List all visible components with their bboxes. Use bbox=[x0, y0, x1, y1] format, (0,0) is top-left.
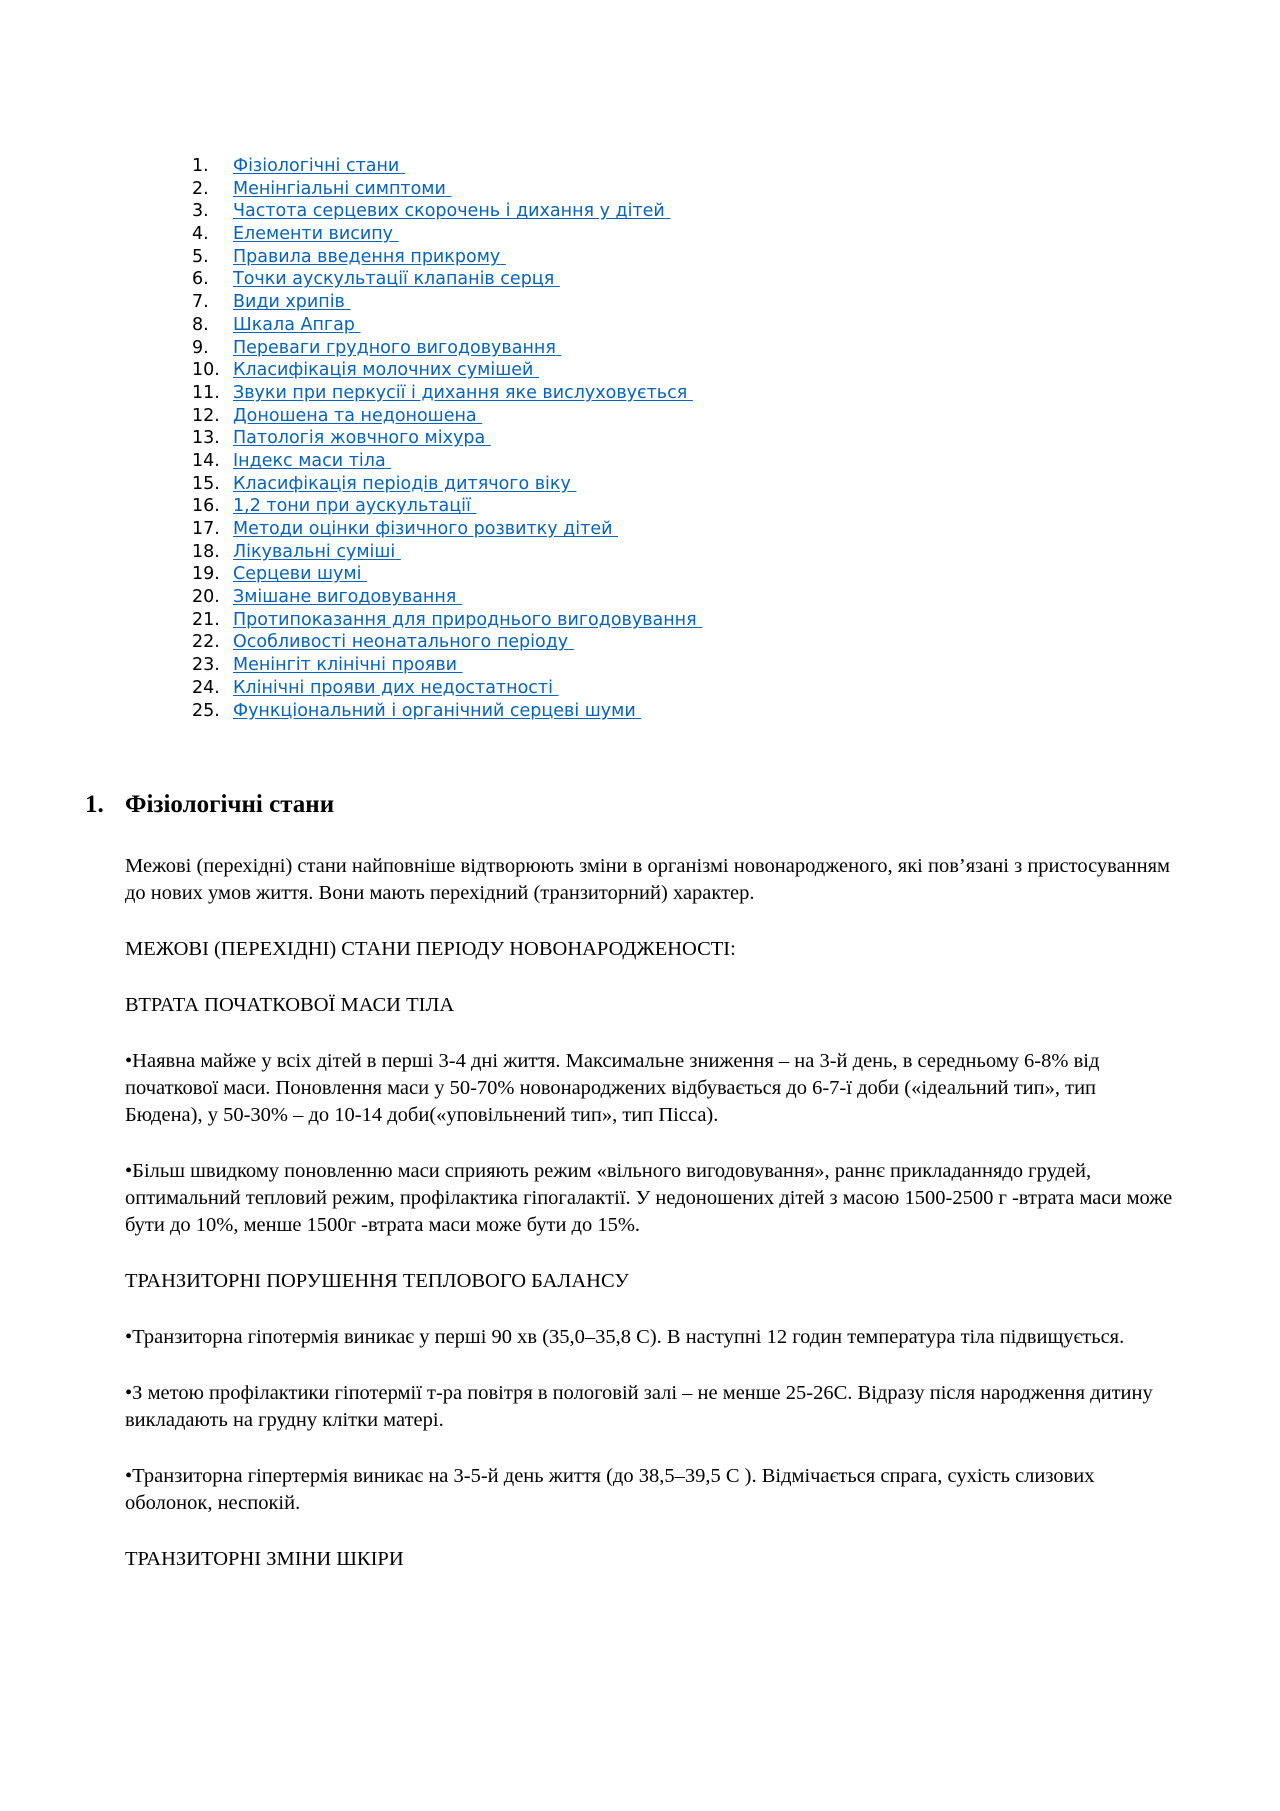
toc-item-number: 3. bbox=[192, 201, 209, 222]
toc-link[interactable]: Клінічні прояви дих недостатності bbox=[233, 677, 553, 698]
toc-item-number: 7. bbox=[192, 292, 209, 313]
toc-link[interactable]: Фізіологічні стани bbox=[233, 156, 400, 176]
toc-item bbox=[192, 563, 702, 586]
paragraph: ВТРАТА ПОЧАТКОВОЇ МАСИ ТІЛА bbox=[125, 994, 455, 1016]
paragraph: •Транзиторна гіпотермія виникає у перші 90 хв (35,0–35,8 С). В наступні 12 годин температура тіла підвищується. bbox=[125, 1326, 1125, 1348]
toc-item bbox=[192, 677, 702, 700]
toc-item bbox=[192, 382, 702, 405]
toc-item-number: 8. bbox=[192, 314, 209, 335]
toc-item-number: 22. bbox=[192, 632, 220, 653]
toc-item-number: 12. bbox=[192, 405, 220, 426]
toc-item-number: 23. bbox=[192, 655, 220, 676]
toc-item-number: 9. bbox=[192, 337, 209, 358]
toc-item-number: 25. bbox=[192, 700, 220, 721]
toc-item-number: 20. bbox=[192, 587, 220, 608]
toc-item bbox=[192, 700, 702, 723]
toc-item bbox=[192, 586, 702, 609]
toc-item bbox=[192, 178, 702, 201]
toc-link[interactable]: Звуки при перкусії і дихання яке вислуховується bbox=[233, 382, 688, 403]
paragraph: •Наявна майже у всіх дітей в перші 3-4 дні життя. Максимальне зниження – на 3-й день, в середньому 6-8% від початкової маси. Поновлення маси у 50-70% новонароджених відбувається до 6-7-ї доби («ідеальний тип», тип Бюдена), у 50-30% – до 10-14 доби(«уповільнений тип», тип Пісса). bbox=[125, 1050, 1100, 1126]
toc-item-number: 1. bbox=[192, 156, 209, 176]
toc-item bbox=[192, 405, 702, 428]
section-number: 1. bbox=[85, 791, 104, 818]
toc-item bbox=[192, 427, 702, 450]
toc-item bbox=[192, 541, 702, 564]
toc-item-number: 13. bbox=[192, 428, 220, 449]
toc-item-number: 14. bbox=[192, 450, 220, 471]
toc-link[interactable]: Індекс маси тіла bbox=[233, 450, 386, 471]
toc-item bbox=[192, 631, 702, 654]
toc-item-number: 24. bbox=[192, 677, 220, 698]
toc-link[interactable]: Види хрипів bbox=[233, 292, 345, 313]
toc-link[interactable]: Класифікація молочних сумішей bbox=[233, 360, 534, 381]
toc-item bbox=[192, 246, 702, 269]
toc-item bbox=[192, 268, 702, 291]
toc-link[interactable]: Методи оцінки фізичного розвитку дітей bbox=[233, 519, 613, 539]
toc-item-number: 10. bbox=[192, 360, 220, 381]
toc-link[interactable]: Класифікація періодів дитячого віку bbox=[233, 473, 571, 494]
toc-link[interactable]: Точки аускультації клапанів серця bbox=[233, 269, 555, 290]
toc-item-number: 4. bbox=[192, 224, 209, 245]
section-title: Фізіологічні стани bbox=[125, 791, 335, 818]
toc-item bbox=[192, 223, 702, 246]
toc-link[interactable]: Шкала Апгар bbox=[233, 314, 355, 335]
paragraph: ТРАНЗИТОРНІ ПОРУШЕННЯ ТЕПЛОВОГО БАЛАНСУ bbox=[125, 1270, 629, 1292]
toc-item bbox=[192, 314, 702, 337]
toc-item-number: 2. bbox=[192, 178, 209, 199]
paragraph: МЕЖОВІ (ПЕРЕХІДНІ) СТАНИ ПЕРІОДУ НОВОНАРОДЖЕНОСТІ: bbox=[125, 938, 736, 960]
toc-link[interactable]: Доношена та недоношена bbox=[233, 405, 477, 426]
toc-item-number: 21. bbox=[192, 609, 220, 630]
toc-item-number: 19. bbox=[192, 564, 220, 585]
toc-item-number: 15. bbox=[192, 473, 220, 494]
paragraph: ТРАНЗИТОРНІ ЗМІНИ ШКІРИ bbox=[125, 1548, 404, 1570]
toc-link[interactable]: Серцеви шумі bbox=[233, 564, 362, 585]
paragraph: •Транзиторна гіпертермія виникає на 3-5-й день життя (до 38,5–39,5 С ). Відмічається спрага, сухість слизових оболонок, неспокій. bbox=[125, 1465, 1095, 1514]
toc-item bbox=[192, 654, 702, 677]
toc-item bbox=[192, 359, 702, 382]
toc-link[interactable]: Менінгіальні симптоми bbox=[233, 178, 446, 199]
toc-item bbox=[192, 518, 702, 541]
section-heading bbox=[85, 790, 334, 820]
toc-item bbox=[192, 337, 702, 360]
toc-item-number: 11. bbox=[192, 382, 220, 403]
toc-link[interactable]: Протипоказання для природнього вигодовування bbox=[233, 609, 697, 630]
toc-item bbox=[192, 155, 702, 178]
toc-link[interactable]: Особливості неонатального періоду bbox=[233, 632, 569, 653]
section-body bbox=[125, 853, 1175, 1602]
toc-item bbox=[192, 450, 702, 473]
toc-item-number: 6. bbox=[192, 269, 209, 290]
toc-link[interactable]: Функціональний і органічний серцеві шуми bbox=[233, 700, 636, 721]
toc-item-number: 18. bbox=[192, 541, 220, 562]
toc-item bbox=[192, 495, 702, 518]
toc-link[interactable]: Менінгіт клінічні прояви bbox=[233, 655, 458, 676]
toc-link[interactable]: Правила введення прикрому bbox=[233, 246, 501, 267]
toc-link[interactable]: Патологія жовчного міхура bbox=[233, 428, 486, 449]
toc-item-number: 16. bbox=[192, 496, 220, 517]
paragraph: •Більш швидкому поновленню маси сприяють режим «вільного вигодовування», раннє прикладаннядо грудей, оптимальний тепловий режим, профілактика гіпогалактії. У недоношених дітей з масою 1500-2500 г -втрата маси може бути до 10%, менше 1500г -втрата маси може бути до 15%. bbox=[125, 1160, 1173, 1236]
toc-link[interactable]: Змішане вигодовування bbox=[233, 587, 457, 608]
toc-link[interactable]: Переваги грудного вигодовування bbox=[233, 337, 556, 358]
toc-item bbox=[192, 473, 702, 496]
toc-item-number: 5. bbox=[192, 246, 209, 267]
toc-item-number: 17. bbox=[192, 519, 220, 539]
toc-item bbox=[192, 200, 702, 223]
table-of-contents bbox=[192, 155, 702, 722]
toc-link[interactable]: Частота серцевих скорочень і дихання у дітей bbox=[233, 201, 665, 222]
toc-link[interactable]: 1,2 тони при аускультації bbox=[233, 496, 471, 517]
toc-item bbox=[192, 291, 702, 314]
toc-link[interactable]: Елементи висипу bbox=[233, 224, 394, 245]
paragraph: •З метою профілактики гіпотермії т-ра повітря в пологовій залі – не менше 25-26С. Відразу після народження дитину викладають на грудну клітки матері. bbox=[125, 1382, 1153, 1431]
paragraph: Межові (перехідні) стани найповніше відтворюють зміни в організмі новонародженого, які пов’язані з пристосуванням до нових умов життя. Вони мають перехідний (транзиторний) характер. bbox=[125, 855, 1171, 904]
toc-item bbox=[192, 609, 702, 632]
toc-link[interactable]: Лікувальні суміші bbox=[233, 541, 396, 562]
